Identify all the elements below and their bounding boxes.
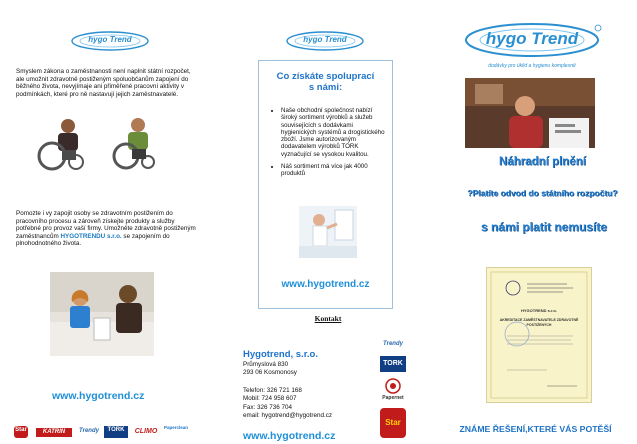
tork-logo: TORK xyxy=(380,356,406,372)
accreditation-certificate xyxy=(486,267,592,403)
benefits-list xyxy=(259,107,386,178)
katrin-logo: KATRIN xyxy=(36,428,72,437)
wheelchair-photo-2 xyxy=(110,114,160,172)
contact-phone: Telefon: 326 721 168 xyxy=(243,387,302,394)
contact-heading: Kontakt xyxy=(314,314,342,323)
contact-fax: Fax: 326 736 704 xyxy=(243,403,293,411)
heading-question: ?Platíte odvod do státního rozpočtu? xyxy=(467,188,618,198)
contact-mobile: Mobil: 724 958 607 xyxy=(243,395,297,403)
trendy-logo: Trendy xyxy=(383,341,403,347)
help-paragraph: Pomozte i vy zapojit osoby se zdravotním postižením do pracovního procesu a zároveň získejte produkty a služby potřebné pro provoz vaší firmy. Umožněte zdravotně postiženým zaměstnancům HYGOTRENDU s.r.o. se zapojením do plnohodnotného života. xyxy=(16,210,196,248)
website-link-middle[interactable]: www.hygotrend.cz xyxy=(243,430,336,442)
slogan-footer: ZNÁME ŘEŠENÍ,KTERÉ VÁS POTĚŠÍ xyxy=(459,424,612,434)
climo-logo: CLIMO xyxy=(134,428,158,435)
tork-logo: TORK xyxy=(104,426,128,438)
hygotrend-brand-name: HYGOTRENDU s.r.o. xyxy=(60,232,122,240)
intro-paragraph: Smyslem zákona o zaměstnanosti není naplnit státní rozpočet, ale umožnit zdravotně postiženým spoluobčanům zapojení do běžného života, nevyjímaje ani přiměřené pracovní aktivity v podmínkách, které pro ně nastavují jejich zaměstnavatelé. xyxy=(16,68,191,98)
service-desk-photo xyxy=(50,272,154,356)
wheelchair-photo-1 xyxy=(32,114,94,172)
company-name: Hygotrend, s.r.o. xyxy=(243,349,318,360)
contact-email[interactable]: email: hygotrend@hygotrend.cz xyxy=(243,411,332,419)
benefit-item: • Naše obchodní společnost nabízí široký sortiment výrobků a služeb souvisejících s dodávkami hygienických systémů a drogistického zboží. Jsme autorizovaným dodavatelem výrobků TORK vyznačující se vysokou kvalitou. xyxy=(281,107,386,158)
heading-replacement-fulfillment: Náhradní plnění xyxy=(499,156,586,168)
hygotrend-logo-middle: hygo Trend xyxy=(285,30,365,44)
trendy-logo: Trendy xyxy=(79,428,99,434)
hygotrend-logo-left: hygo Trend xyxy=(70,30,150,44)
papernet-icon xyxy=(382,378,404,394)
star-logo: Star xyxy=(380,408,406,438)
website-link-left[interactable]: www.hygotrend.cz xyxy=(52,390,145,402)
hygotrend-logo-right: hygo Trend dodávky pro úklid a hygienu komplexně xyxy=(462,20,612,72)
contact-details xyxy=(243,387,332,420)
website-link-box[interactable]: www.hygotrend.cz xyxy=(281,279,370,290)
contact-address: Průmyslová 830 293 06 Kosmonosy xyxy=(243,361,297,376)
papernet-logo: Papernet xyxy=(382,395,404,401)
benefits-box xyxy=(258,60,393,309)
customer-photo xyxy=(465,78,595,148)
star-logo: Star xyxy=(14,426,28,438)
heading-no-payment: s námi platit nemusíte xyxy=(480,220,608,234)
certificate-company: HYGOTREND s.r.o. xyxy=(520,308,557,313)
benefit-item: • Náš sortiment má více jak 4000 produktů xyxy=(281,163,386,178)
benefits-title: Co získáte spoluprací s námi: xyxy=(276,71,375,93)
cleaning-photo xyxy=(299,206,357,258)
paperclean-logo: Paperclean xyxy=(164,425,189,430)
certificate-title: AKREDITACE ZAMĚSTNAVATELE ZDRAVOTNĚ POSTIŽENÝCH xyxy=(499,318,579,327)
